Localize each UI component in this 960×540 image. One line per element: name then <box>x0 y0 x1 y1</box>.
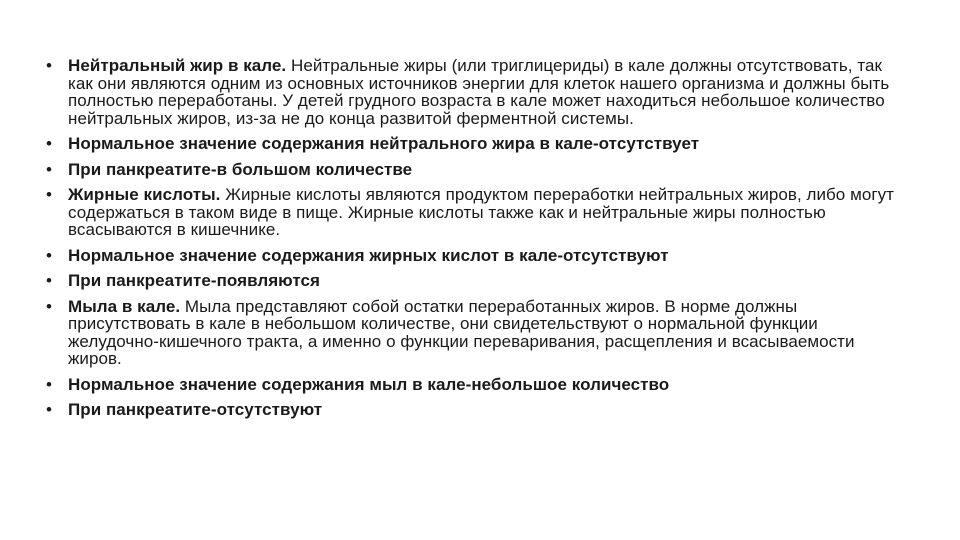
bullet-icon: • <box>46 296 53 316</box>
list-item <box>46 272 906 290</box>
bullet-icon: • <box>46 185 53 204</box>
list-item <box>46 57 906 127</box>
list-item <box>46 401 906 419</box>
item-heading: Нормальное значение содержания мыл в кале-небольшое количество <box>68 374 670 394</box>
item-heading: Нормальное значение содержания нейтрального жира в кале-отсутствует <box>68 134 700 153</box>
item-heading: Нейтральный жир в кале. <box>68 56 287 75</box>
item-heading: Мыла в кале. <box>68 296 181 316</box>
list-item <box>46 161 906 179</box>
item-text: Мыла представляют собой остатки переработанных жиров. В норме должны присутствовать в кале в небольшом количестве, они свидетельствуют о нормальной функции желудочно-кишечного тракта, а именно о функции переваривания, расщепления и всасываемости жиров. <box>68 296 855 368</box>
bullet-icon: • <box>46 245 53 265</box>
list-item <box>46 186 906 239</box>
item-text: Жирные кислоты являются продуктом переработки нейтральных жиров, либо могут содержаться в таком виде в пище. Жирные кислоты также как и нейтральные жиры полностью всасываются в кишечнике. <box>68 185 894 239</box>
bullet-icon: • <box>46 56 53 75</box>
bullet-icon: • <box>46 159 53 179</box>
bullet-list <box>46 57 906 427</box>
item-heading: При панкреатите-появляются <box>68 271 320 290</box>
item-heading: Нормальное значение содержания жирных кислот в кале-отсутствуют <box>68 245 669 265</box>
list-item <box>46 247 906 265</box>
list-item <box>46 298 906 368</box>
item-text: Нейтральные жиры (или триглицериды) в кале должны отсутствовать, так как они являются одним из основных источников энергии для клеток нашего организма и должны быть полностью переработаны. У детей грудного возраста в кале может находиться небольшое количество нейтральных жиров, из-за не до конца развитой ферментной системы. <box>68 56 890 128</box>
list-item <box>46 376 906 394</box>
bullet-icon: • <box>46 271 53 290</box>
bullet-icon: • <box>46 400 53 419</box>
bullet-icon: • <box>46 134 53 153</box>
item-heading: При панкреатите-отсутствуют <box>68 400 323 419</box>
bullet-icon: • <box>46 374 53 394</box>
list-item <box>46 135 906 153</box>
item-heading: Жирные кислоты. <box>68 185 221 204</box>
item-heading: При панкреатите-в большом количестве <box>68 159 413 179</box>
